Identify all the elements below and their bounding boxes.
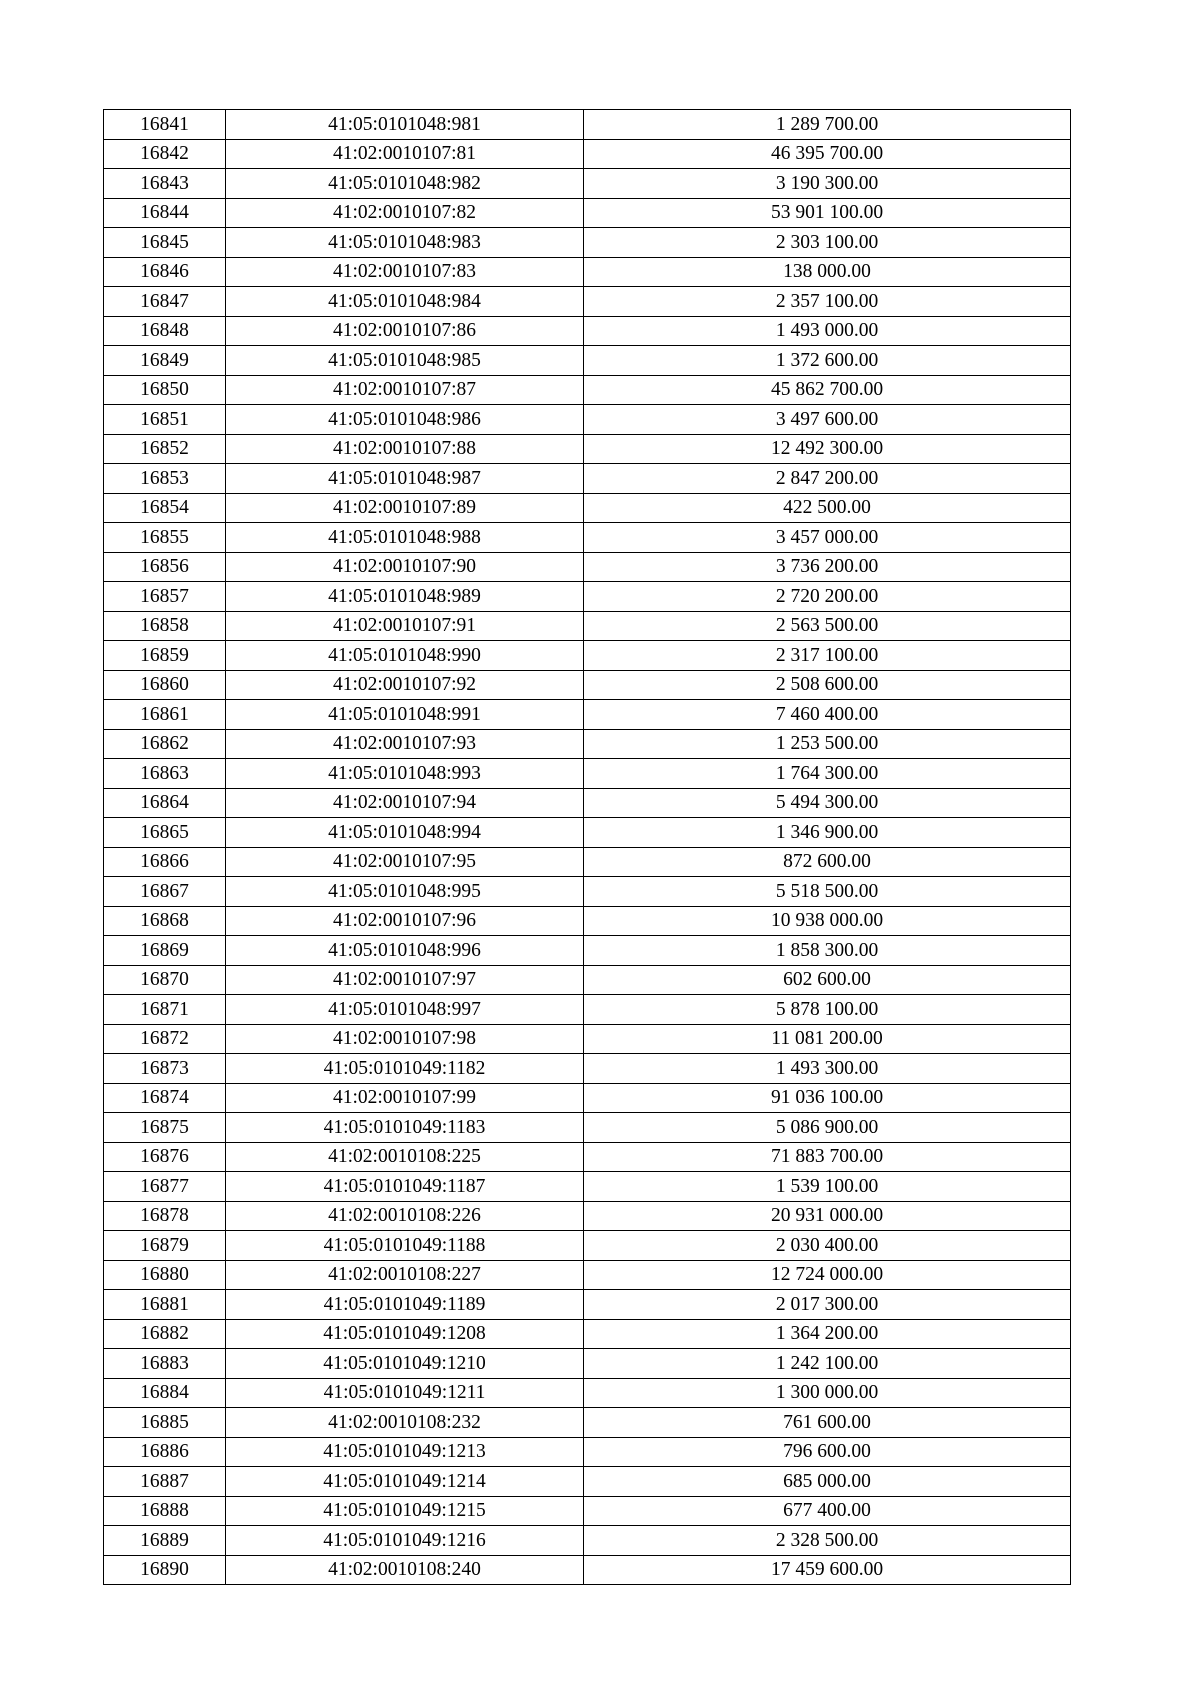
row-number-cell: 16883 [104,1349,226,1379]
cadastral-number-cell: 41:02:0010107:90 [226,552,584,582]
row-number-cell: 16879 [104,1231,226,1261]
cadastral-value-cell: 5 878 100.00 [584,995,1071,1025]
cadastral-number-cell: 41:02:0010107:98 [226,1024,584,1054]
cadastral-number-cell: 41:02:0010108:227 [226,1260,584,1290]
table-row [104,1526,1071,1556]
row-number-cell: 16869 [104,936,226,966]
cadastral-number-cell: 41:02:0010108:226 [226,1201,584,1231]
cadastral-value-cell: 12 724 000.00 [584,1260,1071,1290]
cadastral-number-cell: 41:02:0010107:93 [226,729,584,759]
table-row [104,198,1071,228]
row-number-cell: 16860 [104,670,226,700]
table-row [104,1201,1071,1231]
table-row [104,1083,1071,1113]
row-number-cell: 16878 [104,1201,226,1231]
row-number-cell: 16865 [104,818,226,848]
cadastral-number-cell: 41:05:0101048:994 [226,818,584,848]
cadastral-number-cell: 41:05:0101049:1189 [226,1290,584,1320]
cadastral-number-cell: 41:02:0010107:97 [226,965,584,995]
cadastral-number-cell: 41:05:0101049:1213 [226,1437,584,1467]
cadastral-number-cell: 41:05:0101049:1214 [226,1467,584,1497]
cadastral-value-cell: 10 938 000.00 [584,906,1071,936]
cadastral-value-cell: 677 400.00 [584,1496,1071,1526]
cadastral-number-cell: 41:05:0101049:1183 [226,1113,584,1143]
cadastral-number-cell: 41:02:0010108:225 [226,1142,584,1172]
table-row [104,1378,1071,1408]
cadastral-number-cell: 41:02:0010107:96 [226,906,584,936]
row-number-cell: 16887 [104,1467,226,1497]
cadastral-value-cell: 2 303 100.00 [584,228,1071,258]
cadastral-value-cell: 2 357 100.00 [584,287,1071,317]
row-number-cell: 16847 [104,287,226,317]
cadastral-value-cell: 12 492 300.00 [584,434,1071,464]
table-row [104,375,1071,405]
cadastral-number-cell: 41:05:0101048:986 [226,405,584,435]
cadastral-number-cell: 41:05:0101049:1182 [226,1054,584,1084]
cadastral-number-cell: 41:05:0101049:1215 [226,1496,584,1526]
table-row [104,1349,1071,1379]
cadastral-value-cell: 422 500.00 [584,493,1071,523]
row-number-cell: 16880 [104,1260,226,1290]
table-row [104,670,1071,700]
cadastral-number-cell: 41:05:0101049:1187 [226,1172,584,1202]
cadastral-value-cell: 1 858 300.00 [584,936,1071,966]
cadastral-value-cell: 1 242 100.00 [584,1349,1071,1379]
cadastral-value-cell: 2 328 500.00 [584,1526,1071,1556]
cadastral-value-cell: 91 036 100.00 [584,1083,1071,1113]
cadastral-number-cell: 41:05:0101049:1211 [226,1378,584,1408]
table-row [104,316,1071,346]
table-row [104,611,1071,641]
cadastral-value-cell: 2 017 300.00 [584,1290,1071,1320]
cadastral-value-cell: 3 497 600.00 [584,405,1071,435]
cadastral-value-cell: 11 081 200.00 [584,1024,1071,1054]
row-number-cell: 16884 [104,1378,226,1408]
cadastral-number-cell: 41:05:0101048:995 [226,877,584,907]
row-number-cell: 16858 [104,611,226,641]
cadastral-number-cell: 41:05:0101049:1188 [226,1231,584,1261]
table-row [104,1113,1071,1143]
cadastral-value-cell: 1 289 700.00 [584,110,1071,140]
table-row [104,464,1071,494]
cadastral-number-cell: 41:02:0010107:91 [226,611,584,641]
cadastral-value-cell: 1 493 300.00 [584,1054,1071,1084]
cadastral-value-cell: 5 086 900.00 [584,1113,1071,1143]
cadastral-value-table [103,109,1071,1585]
cadastral-value-cell: 2 508 600.00 [584,670,1071,700]
cadastral-value-cell: 872 600.00 [584,847,1071,877]
row-number-cell: 16876 [104,1142,226,1172]
row-number-cell: 16882 [104,1319,226,1349]
row-number-cell: 16868 [104,906,226,936]
cadastral-value-cell: 3 457 000.00 [584,523,1071,553]
cadastral-number-cell: 41:02:0010107:83 [226,257,584,287]
row-number-cell: 16842 [104,139,226,169]
row-number-cell: 16856 [104,552,226,582]
row-number-cell: 16853 [104,464,226,494]
cadastral-value-cell: 53 901 100.00 [584,198,1071,228]
table-row [104,1437,1071,1467]
cadastral-value-cell: 1 346 900.00 [584,818,1071,848]
cadastral-number-cell: 41:02:0010108:240 [226,1555,584,1585]
cadastral-value-cell: 138 000.00 [584,257,1071,287]
table-row [104,257,1071,287]
row-number-cell: 16881 [104,1290,226,1320]
table-row [104,1555,1071,1585]
cadastral-number-cell: 41:02:0010107:88 [226,434,584,464]
cadastral-number-cell: 41:05:0101048:984 [226,287,584,317]
table-row [104,906,1071,936]
cadastral-number-cell: 41:02:0010107:99 [226,1083,584,1113]
cadastral-value-cell: 2 317 100.00 [584,641,1071,671]
table-row [104,965,1071,995]
cadastral-number-cell: 41:02:0010107:92 [226,670,584,700]
table-row [104,493,1071,523]
table-row [104,434,1071,464]
cadastral-value-cell: 761 600.00 [584,1408,1071,1438]
table-row [104,700,1071,730]
cadastral-number-cell: 41:02:0010108:232 [226,1408,584,1438]
table-row [104,1024,1071,1054]
cadastral-value-cell: 1 364 200.00 [584,1319,1071,1349]
table-row [104,110,1071,140]
table-row [104,1142,1071,1172]
cadastral-number-cell: 41:05:0101049:1216 [226,1526,584,1556]
row-number-cell: 16850 [104,375,226,405]
row-number-cell: 16864 [104,788,226,818]
table-row [104,169,1071,199]
cadastral-value-cell: 1 493 000.00 [584,316,1071,346]
table-row [104,729,1071,759]
row-number-cell: 16873 [104,1054,226,1084]
row-number-cell: 16872 [104,1024,226,1054]
table-row [104,139,1071,169]
table-row [104,995,1071,1025]
row-number-cell: 16852 [104,434,226,464]
cadastral-number-cell: 41:05:0101048:993 [226,759,584,789]
cadastral-value-cell: 685 000.00 [584,1467,1071,1497]
row-number-cell: 16867 [104,877,226,907]
cadastral-value-cell: 7 460 400.00 [584,700,1071,730]
row-number-cell: 16861 [104,700,226,730]
table-row [104,228,1071,258]
row-number-cell: 16848 [104,316,226,346]
row-number-cell: 16845 [104,228,226,258]
row-number-cell: 16875 [104,1113,226,1143]
table-row [104,847,1071,877]
cadastral-value-cell: 2 030 400.00 [584,1231,1071,1261]
table-row [104,1496,1071,1526]
cadastral-value-cell: 5 494 300.00 [584,788,1071,818]
cadastral-value-cell: 20 931 000.00 [584,1201,1071,1231]
cadastral-number-cell: 41:05:0101048:983 [226,228,584,258]
cadastral-value-cell: 1 300 000.00 [584,1378,1071,1408]
cadastral-value-cell: 602 600.00 [584,965,1071,995]
row-number-cell: 16890 [104,1555,226,1585]
row-number-cell: 16885 [104,1408,226,1438]
row-number-cell: 16889 [104,1526,226,1556]
cadastral-number-cell: 41:05:0101048:997 [226,995,584,1025]
cadastral-value-cell: 1 372 600.00 [584,346,1071,376]
cadastral-value-cell: 796 600.00 [584,1437,1071,1467]
cadastral-number-cell: 41:05:0101048:996 [226,936,584,966]
row-number-cell: 16871 [104,995,226,1025]
row-number-cell: 16859 [104,641,226,671]
table-row [104,582,1071,612]
row-number-cell: 16851 [104,405,226,435]
row-number-cell: 16857 [104,582,226,612]
table-row [104,877,1071,907]
table-row [104,346,1071,376]
cadastral-value-cell: 1 539 100.00 [584,1172,1071,1202]
row-number-cell: 16849 [104,346,226,376]
table-row [104,287,1071,317]
row-number-cell: 16846 [104,257,226,287]
table-row [104,405,1071,435]
table-row [104,641,1071,671]
row-number-cell: 16870 [104,965,226,995]
table-row [104,1054,1071,1084]
cadastral-number-cell: 41:02:0010107:86 [226,316,584,346]
cadastral-value-cell: 3 190 300.00 [584,169,1071,199]
cadastral-number-cell: 41:05:0101048:981 [226,110,584,140]
table-row [104,1231,1071,1261]
cadastral-number-cell: 41:05:0101048:985 [226,346,584,376]
cadastral-number-cell: 41:05:0101048:988 [226,523,584,553]
cadastral-value-cell: 3 736 200.00 [584,552,1071,582]
table-body [104,110,1071,1585]
cadastral-value-cell: 17 459 600.00 [584,1555,1071,1585]
cadastral-number-cell: 41:05:0101048:990 [226,641,584,671]
row-number-cell: 16888 [104,1496,226,1526]
cadastral-value-cell: 71 883 700.00 [584,1142,1071,1172]
row-number-cell: 16843 [104,169,226,199]
cadastral-number-cell: 41:05:0101048:989 [226,582,584,612]
table-row [104,1172,1071,1202]
row-number-cell: 16844 [104,198,226,228]
row-number-cell: 16854 [104,493,226,523]
cadastral-value-cell: 45 862 700.00 [584,375,1071,405]
table-row [104,1290,1071,1320]
row-number-cell: 16886 [104,1437,226,1467]
cadastral-value-cell: 2 563 500.00 [584,611,1071,641]
table-row [104,552,1071,582]
cadastral-number-cell: 41:05:0101048:982 [226,169,584,199]
table-row [104,1467,1071,1497]
cadastral-value-cell: 46 395 700.00 [584,139,1071,169]
cadastral-number-cell: 41:05:0101048:991 [226,700,584,730]
cadastral-value-cell: 1 764 300.00 [584,759,1071,789]
table-row [104,818,1071,848]
cadastral-value-cell: 2 847 200.00 [584,464,1071,494]
cadastral-number-cell: 41:05:0101048:987 [226,464,584,494]
row-number-cell: 16877 [104,1172,226,1202]
cadastral-number-cell: 41:05:0101049:1208 [226,1319,584,1349]
table-row [104,1408,1071,1438]
cadastral-number-cell: 41:02:0010107:82 [226,198,584,228]
cadastral-number-cell: 41:02:0010107:95 [226,847,584,877]
row-number-cell: 16862 [104,729,226,759]
cadastral-number-cell: 41:02:0010107:87 [226,375,584,405]
table-row [104,1319,1071,1349]
cadastral-number-cell: 41:02:0010107:94 [226,788,584,818]
cadastral-number-cell: 41:05:0101049:1210 [226,1349,584,1379]
cadastral-number-cell: 41:02:0010107:89 [226,493,584,523]
table-row [104,936,1071,966]
table-row [104,523,1071,553]
cadastral-value-cell: 1 253 500.00 [584,729,1071,759]
row-number-cell: 16866 [104,847,226,877]
cadastral-value-cell: 5 518 500.00 [584,877,1071,907]
table-row [104,788,1071,818]
row-number-cell: 16841 [104,110,226,140]
row-number-cell: 16863 [104,759,226,789]
row-number-cell: 16855 [104,523,226,553]
table-row [104,1260,1071,1290]
table-row [104,759,1071,789]
row-number-cell: 16874 [104,1083,226,1113]
cadastral-value-cell: 2 720 200.00 [584,582,1071,612]
cadastral-number-cell: 41:02:0010107:81 [226,139,584,169]
